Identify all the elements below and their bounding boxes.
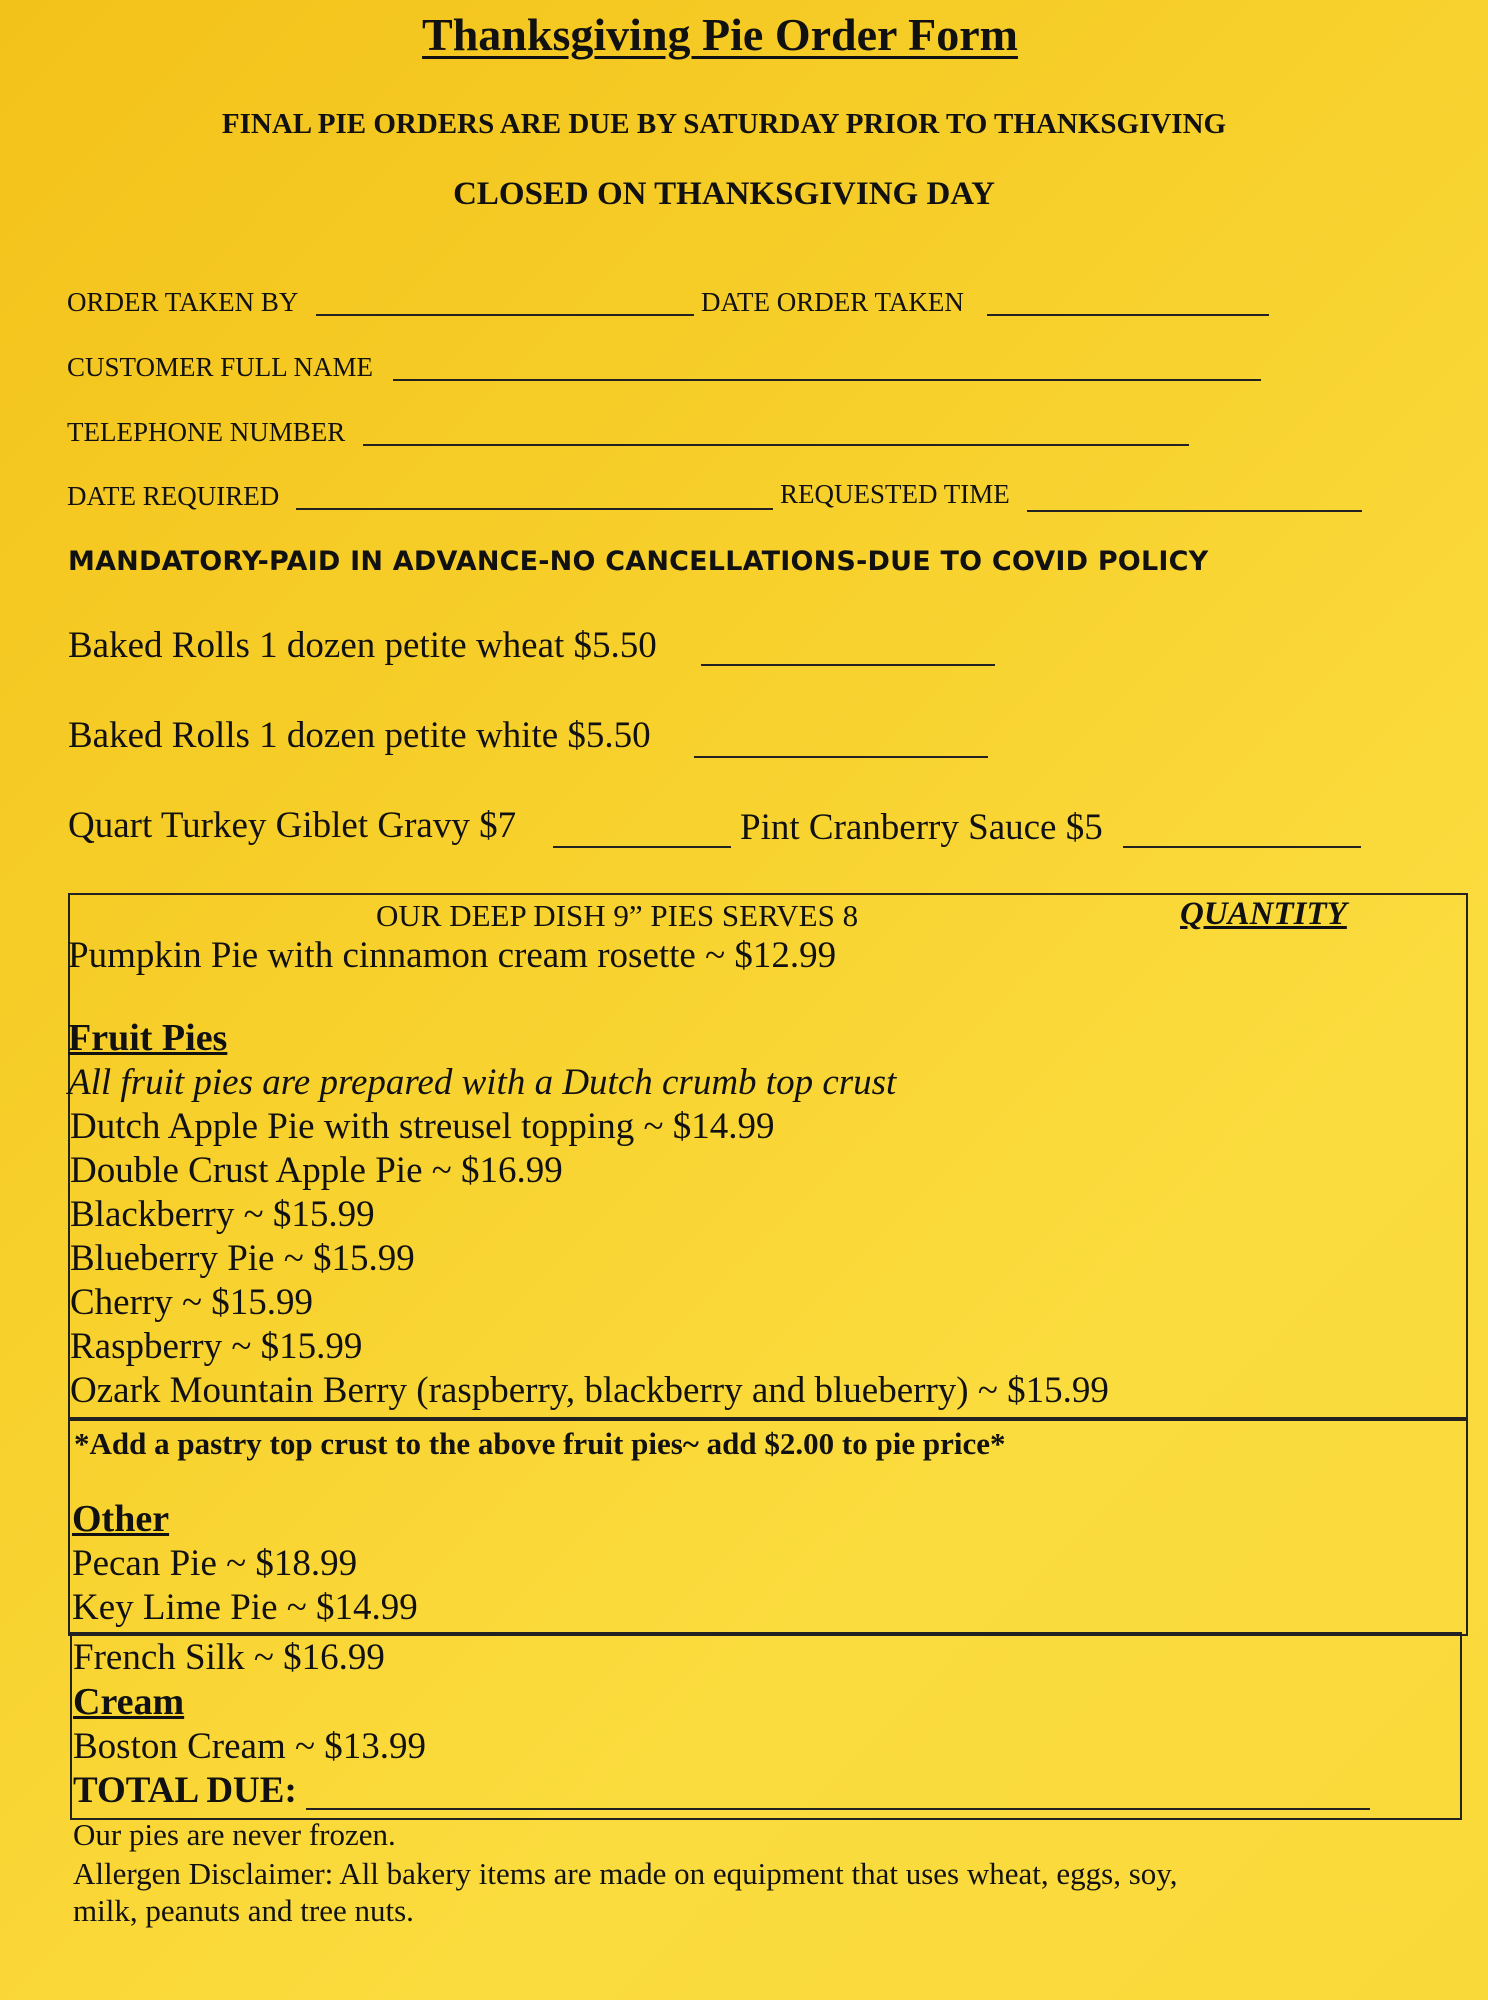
telephone-field[interactable] (363, 444, 1189, 446)
total-due-field[interactable] (306, 1808, 1370, 1810)
other-pie-item: Key Lime Pie ~ $14.99 (72, 1587, 418, 1628)
telephone-label: TELEPHONE NUMBER (67, 417, 346, 447)
rolls-white-item: Baked Rolls 1 dozen petite white $5.50 (68, 715, 651, 756)
other-pie-item: Pecan Pie ~ $18.99 (72, 1543, 358, 1584)
date-required-label: DATE REQUIRED (67, 481, 280, 511)
customer-name-field[interactable] (393, 379, 1261, 381)
fruit-pie-item: Blueberry Pie ~ $15.99 (70, 1238, 415, 1279)
fruit-pies-heading: Fruit Pies (68, 1017, 228, 1059)
fruit-pie-item: Cherry ~ $15.99 (70, 1282, 314, 1323)
closed-notice: CLOSED ON THANKSGIVING DAY (453, 176, 995, 212)
other-pies-heading: Other (72, 1498, 170, 1540)
allergen-disclaimer-line1: Allergen Disclaimer: All bakery items are made on equipment that uses wheat, eggs, soy, (73, 1856, 1178, 1891)
customer-name-label: CUSTOMER FULL NAME (67, 352, 374, 382)
fruit-pie-item: Dutch Apple Pie with streusel topping ~ $14.99 (70, 1106, 775, 1147)
requested-time-label: REQUESTED TIME (780, 479, 1010, 509)
gravy-qty-field[interactable] (553, 846, 731, 848)
rolls-wheat-qty-field[interactable] (701, 664, 995, 666)
page-title: Thanksgiving Pie Order Form (422, 9, 1018, 60)
fruit-pie-item: Raspberry ~ $15.99 (70, 1326, 363, 1367)
fruit-pies-note: All fruit pies are prepared with a Dutch crumb top crust (68, 1062, 897, 1103)
date-order-taken-field[interactable] (987, 314, 1269, 316)
never-frozen-note: Our pies are never frozen. (73, 1817, 396, 1852)
date-required-field[interactable] (296, 508, 773, 510)
cranberry-qty-field[interactable] (1123, 846, 1361, 848)
due-notice: FINAL PIE ORDERS ARE DUE BY SATURDAY PRIOR TO THANKSGIVING (221, 108, 1227, 140)
payment-policy: MANDATORY-PAID IN ADVANCE-NO CANCELLATIONS-DUE TO COVID POLICY (68, 546, 1209, 577)
rolls-wheat-item: Baked Rolls 1 dozen petite wheat $5.50 (68, 625, 657, 666)
cranberry-item: Pint Cranberry Sauce $5 (740, 807, 1103, 848)
pies-header: OUR DEEP DISH 9” PIES SERVES 8 (376, 898, 859, 933)
rolls-white-qty-field[interactable] (694, 756, 988, 758)
requested-time-field[interactable] (1027, 510, 1362, 512)
pastry-crust-note: *Add a pastry top crust to the above fruit pies~ add $2.00 to pie price* (74, 1426, 1006, 1461)
boston-cream-item: Boston Cream ~ $13.99 (73, 1726, 426, 1767)
date-order-taken-label: DATE ORDER TAKEN (701, 287, 964, 317)
fruit-pie-item: Double Crust Apple Pie ~ $16.99 (70, 1150, 563, 1191)
fruit-pie-item: Ozark Mountain Berry (raspberry, blackberry and blueberry) ~ $15.99 (70, 1370, 1109, 1411)
gravy-item: Quart Turkey Giblet Gravy $7 (68, 805, 517, 846)
order-taken-by-label: ORDER TAKEN BY (67, 287, 299, 317)
total-due-label: TOTAL DUE: (73, 1770, 297, 1811)
fruit-pie-item: Blackberry ~ $15.99 (70, 1194, 375, 1235)
french-silk-item: French Silk ~ $16.99 (73, 1637, 385, 1678)
quantity-label: QUANTITY (1180, 896, 1347, 932)
allergen-disclaimer-line2: milk, peanuts and tree nuts. (73, 1893, 414, 1928)
cream-pies-heading: Cream (73, 1681, 185, 1723)
pumpkin-pie-item: Pumpkin Pie with cinnamon cream rosette ~ $12.99 (68, 935, 837, 976)
order-taken-by-field[interactable] (316, 314, 694, 316)
